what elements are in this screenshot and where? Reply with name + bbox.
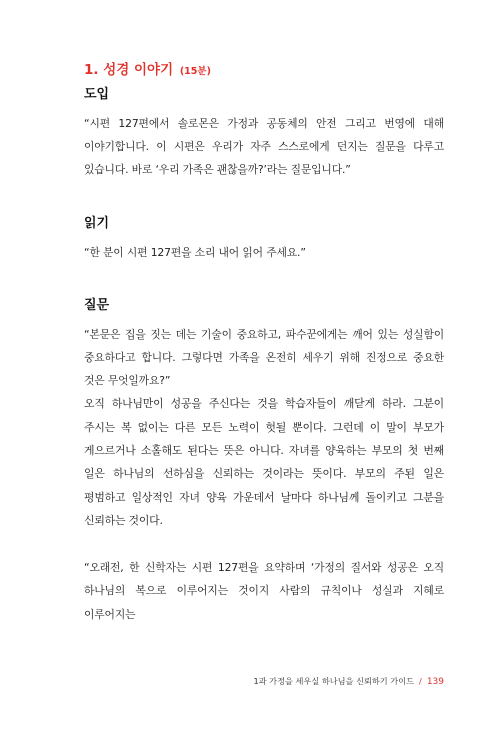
footer-separator: / [419, 676, 422, 686]
section-duration: (15분) [179, 66, 211, 77]
reading-text: “한 분이 시편 127편을 소리 내어 읽어 주세요.” [84, 245, 306, 259]
intro-text: “시편 127편에서 솔로몬은 가정과 공동체의 안전 그리고 번영에 대해 이야기합니다. 이 시편은 우리가 자주 스스로에게 던지는 질문을 다루고 있습니다. 바로 ‘우리 가족은 괜찮을까?’라는 질문입니다.” [84, 117, 444, 177]
leader-guidance-text: 오직 하나님만이 성공을 주신다는 것을 학습자들이 깨닫게 하라. 그분이 주시는 복 없이는 다른 모든 노력이 헛될 뿐이다. 그런데 이 말이 부모가 게으르거나 소홀해도 된다는 뜻은 아니다. 자녀를 양육하는 부모의 첫 번째 일은 하나님의 선하심을 신뢰하는 것이라는 뜻이다. 부모의 주된 일은 평범하고 일상적인 자녀 양육 가운데서 날마다 하나님께 돌이키고 그분을 신뢰하는 것이다. [84, 397, 444, 527]
section-title [84, 56, 444, 84]
question-heading: 질문 [84, 297, 110, 313]
reading-heading: 읽기 [84, 215, 110, 231]
page-footer [253, 676, 444, 687]
question-text: “본문은 집을 짓는 데는 기술이 중요하고, 파수꾼에게는 깨어 있는 성실함이 중요하다고 합니다. 그렇다면 가족을 온전히 세우기 위해 진정으로 중요한 것은 무엇일까요?” [84, 327, 444, 388]
quote-text: “오래전, 한 신학자는 시편 127편을 요약하며 ‘가정의 질서와 성공은 오직 하나님의 복으로 이루어지는 것이지 사람의 규칙이나 성실과 지혜로 이루어지는 [84, 561, 444, 621]
page-number: 139 [426, 677, 444, 687]
footer-chapter-title: 1과 가정을 세우실 하나님을 신뢰하기 가이드 [253, 676, 415, 686]
page-content [84, 56, 444, 626]
intro-heading: 도입 [84, 87, 110, 102]
section-title-text: 1. 성경 이야기 [84, 62, 174, 78]
